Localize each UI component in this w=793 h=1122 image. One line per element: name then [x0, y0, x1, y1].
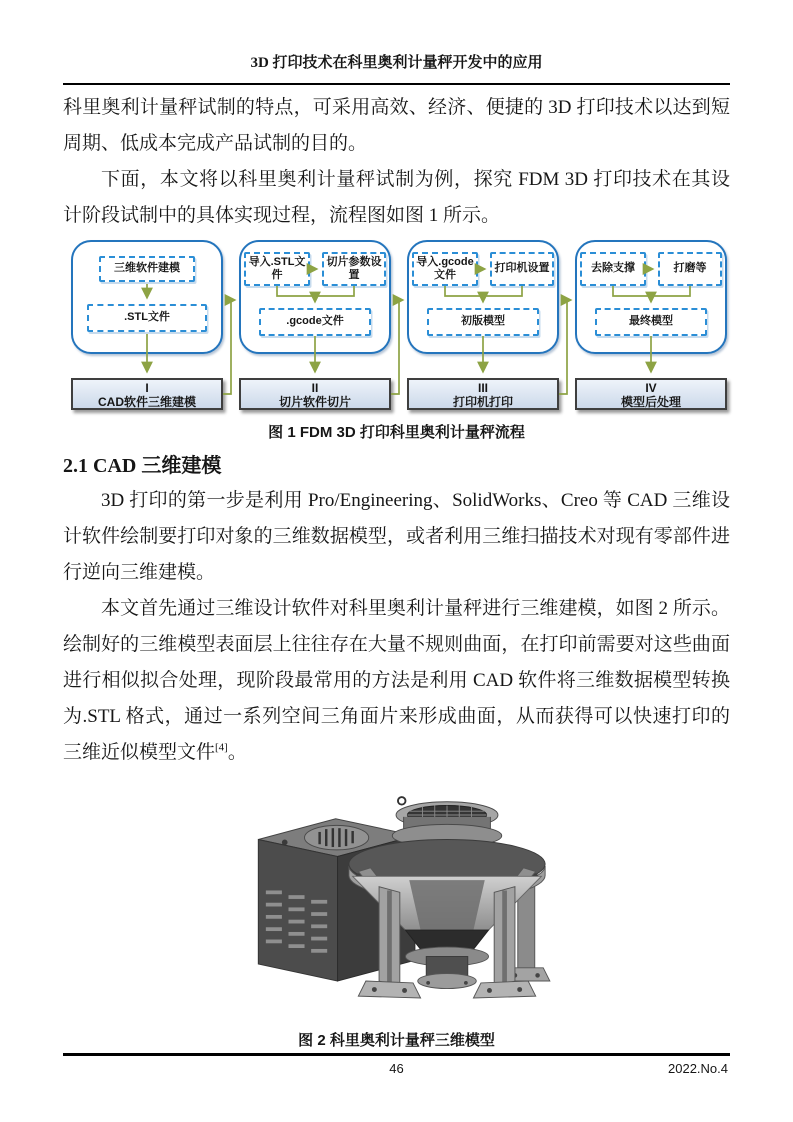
- page-header-title: 3D 打印技术在科里奥利计量秤开发中的应用: [63, 52, 730, 85]
- flow-node-modeling: 三维软件建模: [99, 256, 195, 282]
- reference-4: [4]: [215, 741, 228, 754]
- stage-2-label: 切片软件切片: [278, 395, 351, 409]
- page-footer: [63, 1053, 730, 1083]
- stage-3-numeral: III: [477, 381, 488, 395]
- figure1-caption: 图 1 FDM 3D 打印科里奥利计量秤流程: [268, 424, 525, 441]
- stage-1-numeral: I: [145, 381, 149, 395]
- flow-node-stl-file: .STL文件: [87, 304, 207, 332]
- stage-4-label: 模型后处理: [620, 395, 681, 409]
- flow-node-import-stl: 导入.STL文件: [244, 252, 310, 286]
- flow-node-remove-support: 去除支撑: [580, 252, 646, 286]
- figure1-flowchart: [63, 240, 735, 412]
- flow-stage-4: [575, 378, 727, 410]
- flow-stage-3: [407, 378, 559, 410]
- paragraph-2: 下面，本文将以科里奥利计量秤试制为例，探究 FDM 3D 打印技术在其设计阶段试制中的具体实现过程，流程图如图 1 所示。: [63, 169, 730, 226]
- paragraph-3: 3D 打印的第一步是利用 Pro/Engineering、SolidWorks、Creo 等 CAD 三维设计软件绘制要打印对象的三维数据模型，或者利用三维扫描技术对现有零部件进行逆向三维建模。: [63, 490, 730, 583]
- flow-node-slice-params: 切片参数设置: [322, 252, 386, 286]
- flow-node-first-model: 初版模型: [427, 308, 539, 336]
- paragraph-4-end: 。: [227, 742, 247, 763]
- issue-label: 2022.No.4: [668, 1061, 728, 1076]
- stage-2-numeral: II: [311, 381, 319, 395]
- stage-1-label: CAD软件三维建模: [98, 395, 196, 409]
- page-number: 46: [389, 1061, 404, 1076]
- flow-node-import-gcode: 导入.gcode文件: [412, 252, 478, 286]
- flow-stage-2: [239, 378, 391, 410]
- flow-node-gcode-file: .gcode文件: [259, 308, 371, 336]
- paragraph-4-text: 本文首先通过三维设计软件对科里奥利计量秤进行三维建模，如图 2 所示。绘制好的三维模型表面层上往往存在大量不规则曲面，在打印前需要对这些曲面进行相似拟合处理，现阶段最常用的方法是利用 CAD 软件将三维数据模型转换为.STL 格式，通过一系列空间三角面片来形成曲面，从而获得可以快速打印的三维近似模型文件: [63, 598, 730, 763]
- flow-node-printer-setup: 打印机设置: [490, 252, 554, 286]
- flow-node-polish: 打磨等: [658, 252, 722, 286]
- stage-4-numeral: IV: [645, 381, 657, 395]
- figure2-caption: 图 2 科里奥利计量秤三维模型: [298, 1032, 495, 1049]
- paragraph-4: [63, 591, 730, 771]
- flow-node-final-model: 最终模型: [595, 308, 707, 336]
- paragraph-1: 科里奥利计量秤试制的特点，可采用高效、经济、便捷的 3D 打印技术以达到短周期、低成本完成产品试制的目的。: [63, 97, 730, 154]
- figure2: [63, 781, 730, 1050]
- section-heading-2-1: 2.1 CAD 三维建模: [63, 455, 222, 477]
- flow-stage-1: [71, 378, 223, 410]
- coriolis-scale-3d-model: [241, 781, 553, 1015]
- stage-3-label: 打印机打印: [452, 395, 513, 409]
